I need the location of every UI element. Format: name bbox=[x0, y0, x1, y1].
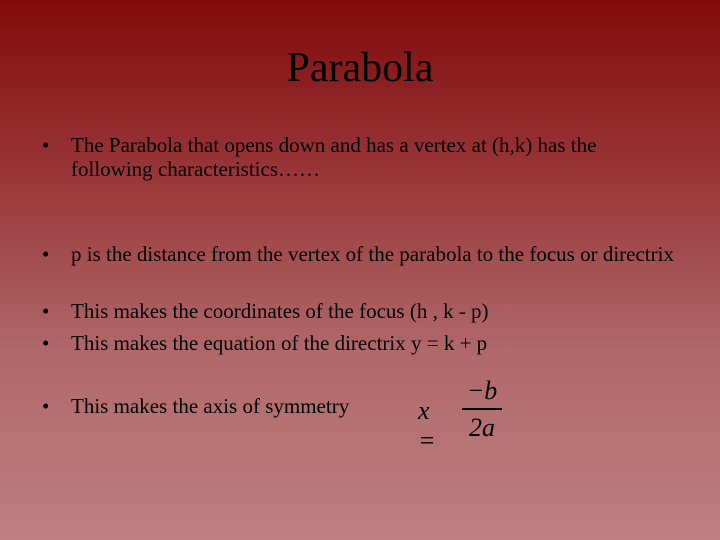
formula-numerator: −b bbox=[466, 376, 498, 405]
bullet-marker: • bbox=[42, 394, 50, 418]
formula-lhs: x = bbox=[418, 396, 436, 455]
bullet-item-intro bbox=[42, 133, 681, 181]
bullet-text: This makes the axis of symmetry bbox=[71, 394, 350, 418]
fraction-bar bbox=[462, 408, 502, 410]
bullet-item-directrix bbox=[42, 331, 681, 355]
bullet-text: p is the distance from the vertex of the parabola to the focus or directrix bbox=[71, 242, 674, 266]
bullet-item-axis bbox=[42, 394, 681, 418]
bullet-item-focus bbox=[42, 299, 681, 323]
bullet-text: This makes the equation of the directrix y = k + p bbox=[71, 331, 488, 355]
bullet-text: The Parabola that opens down and has a vertex at (h,k) has the following characteristics…… bbox=[71, 133, 597, 181]
bullet-marker: • bbox=[42, 299, 50, 323]
bullet-marker: • bbox=[42, 331, 50, 355]
bullet-item-distance bbox=[42, 242, 681, 266]
formula-fraction bbox=[462, 376, 502, 442]
formula-denominator: 2a bbox=[469, 412, 495, 442]
slide-title: Parabola bbox=[286, 45, 434, 91]
bullet-marker: • bbox=[42, 133, 50, 157]
bullet-marker: • bbox=[42, 242, 50, 266]
bullet-text: This makes the coordinates of the focus (h , k - p) bbox=[71, 299, 489, 323]
